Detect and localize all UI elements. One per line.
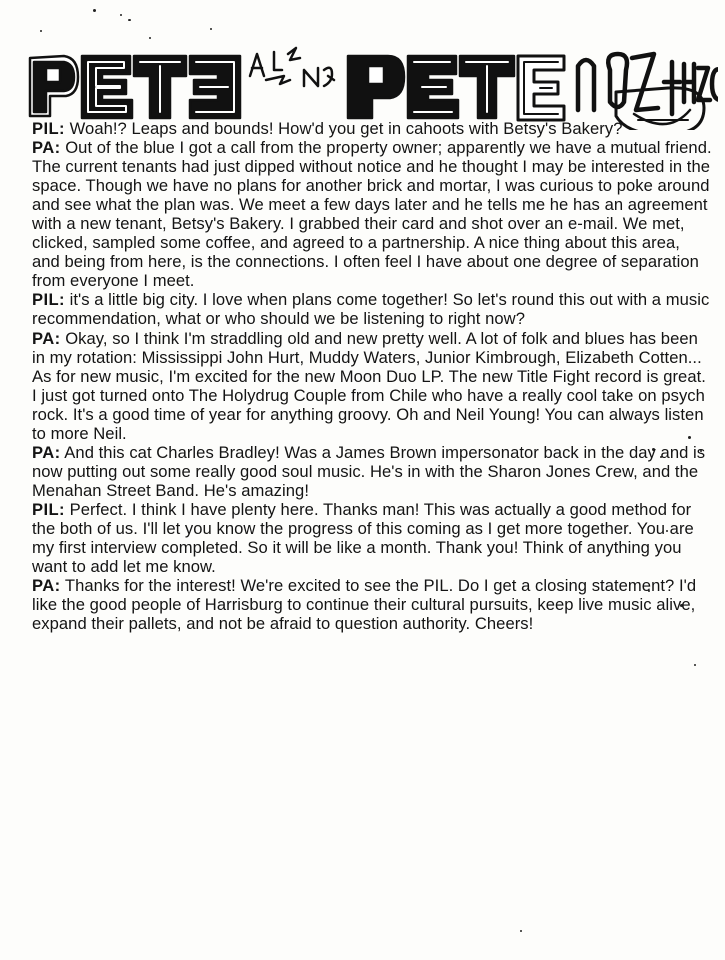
interview-transcript: [32, 119, 712, 634]
paragraph-text: Perfect. I think I have plenty here. Thanks man! This was actually a good method for the both of us. I'll let you know the progress of this coming as I get more together. You are my first interview completed. So it will be like a month. Thank you! Think of anything you want to add let me know.: [32, 499, 694, 577]
scan-speck: [40, 30, 42, 32]
paragraph-text: Woah!? Leaps and bounds! How'd you get in cahoots with Betsy's Bakery?: [69, 119, 623, 138]
speaker-label: PIL:: [32, 499, 65, 519]
scan-speck: [120, 14, 122, 16]
speaker-label: PIL:: [32, 119, 65, 138]
scan-speck: [128, 19, 131, 21]
speaker-label: PA:: [32, 576, 61, 596]
transcript-paragraph: [32, 138, 712, 290]
paragraph-text: Thanks for the interest! We're excited to see the PIL. Do I get a closing statement? I'd like the good people of Harrisburg to continue their cultural pursuits, keep live music alive, expand their pallets, and not be afraid to question authority. Cheers!: [32, 576, 697, 634]
transcript-paragraph: [32, 329, 712, 443]
scan-speck: [149, 37, 151, 39]
masthead-lettering: [28, 40, 718, 130]
paragraph-text: And this cat Charles Bradley! Was a James Brown impersonator back in the day and is now putting out some really good soul music. He's in with the Sharon Jones Crew, and the Menahan Street Band. He's amazing!: [32, 442, 706, 500]
masthead: [28, 40, 718, 130]
transcript-paragraph: [32, 500, 712, 576]
scan-speck: [520, 930, 522, 932]
scan-speck: [694, 664, 696, 666]
speaker-label: PIL:: [32, 290, 65, 310]
paragraph-text: Okay, so I think I'm straddling old and new pretty well. A lot of folk and blues has been in my rotation: Mississippi John Hurt, Muddy Waters, Junior Kimbrough, Elizabeth Cotten... As for new music, I'm excited for the new Moon Duo LP. The new Title Fight record is great. I just got turned onto The Holydrug Couple from Chile who have a really cool take on psych rock. It's a good time of year for anything groovy. Oh and Neil Young! You can always listen to more Neil.: [32, 328, 706, 443]
speaker-label: PA:: [32, 442, 61, 462]
speaker-label: PA:: [32, 328, 61, 348]
scan-speck: [93, 9, 96, 12]
speaker-label: PA:: [32, 138, 61, 158]
paragraph-text: Out of the blue I got a call from the property owner; apparently we have a mutual friend. The current tenants had just dipped without notice and he thought I may be interested in the space. Though we have no plans for another brick and mortar, I was curious to poke around and see what the plan was. We meet a few days later and he tells me he has an agreement with a new tenant, Betsy's Bakery. I grabbed their card and shot over an e-mail. We met, clicked, sampled some coffee, and agreed to a partnership. A nice thing about this area, and being from here, is the connections. I often feel I have about one degree of separation from everyone I meet.: [32, 138, 712, 291]
scan-speck: [210, 28, 212, 30]
paragraph-text: it's a little big city. I love when plans come together! So let's round this out with a music recommendation, what or who should we be listening to right now?: [32, 290, 710, 329]
transcript-paragraph: [32, 443, 712, 500]
transcript-paragraph: [32, 119, 712, 138]
transcript-paragraph: [32, 290, 712, 328]
transcript-paragraph: [32, 576, 712, 633]
